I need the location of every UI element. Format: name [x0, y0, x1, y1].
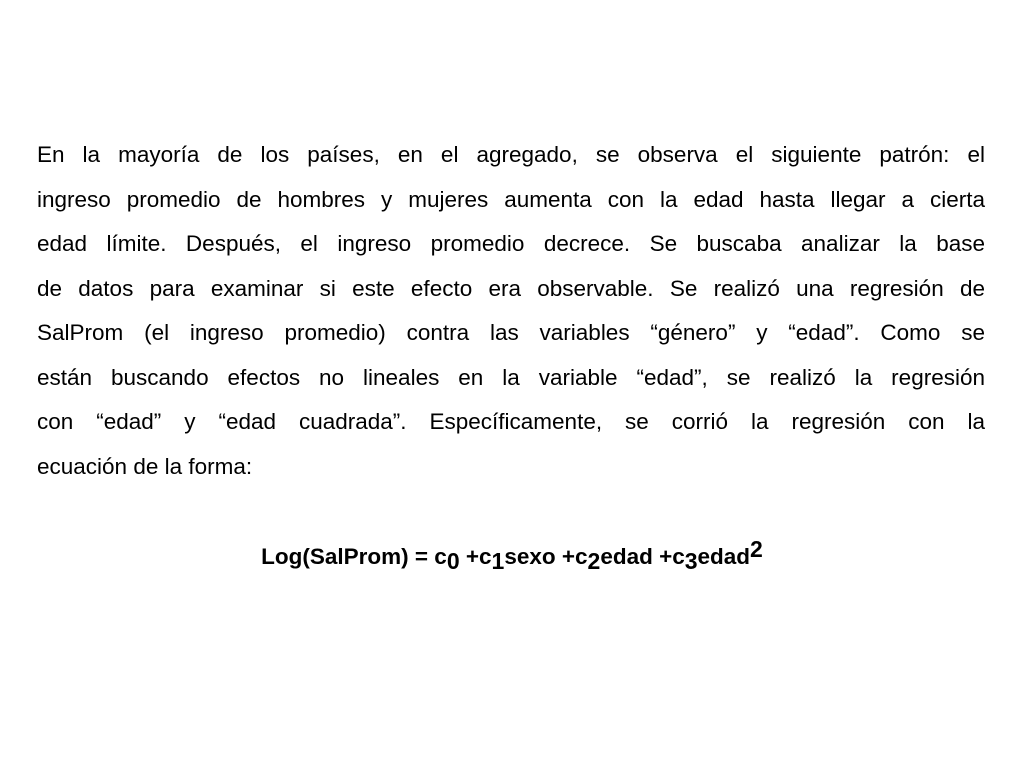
superscript-2: 2 [750, 536, 763, 562]
term1-variable: sexo [504, 544, 556, 569]
paragraph-line: SalProm (el ingreso promedio) contra las variables “género” y “edad”. Como se [37, 320, 985, 345]
paragraph-line: de datos para examinar si este efecto era observable. Se realizó una regresión de [37, 275, 985, 301]
subscript-3: 3 [684, 548, 698, 574]
equation-lhs: Log(SalProm) = c [261, 544, 447, 569]
body-paragraph [37, 133, 985, 489]
paragraph-line: están buscando efectos no lineales en la variable “edad”, se realizó la regresión [37, 364, 985, 390]
term1-prefix: +c [459, 544, 492, 569]
paragraph-line: con “edad” y “edad cuadrada”. Específicamente, se corrió la regresión con la [37, 409, 985, 434]
term2-variable: edad [600, 544, 653, 569]
paragraph-line: En la mayoría de los países, en el agregado, se observa el siguiente patrón: el [37, 142, 985, 167]
term3-variable: edad [697, 544, 751, 569]
term3-prefix: +c [652, 544, 685, 569]
paragraph-line: ecuación de la forma: [37, 453, 253, 479]
paragraph-line: ingreso promedio de hombres y mujeres aumenta con la edad hasta llegar a cierta [37, 186, 985, 212]
paragraph-line: edad límite. Después, el ingreso promedio decrece. Se buscaba analizar la base [37, 231, 985, 256]
subscript-1: 1 [491, 548, 505, 574]
subscript-0: 0 [446, 548, 460, 574]
term2-prefix: +c [555, 544, 588, 569]
subscript-2: 2 [587, 548, 601, 574]
regression-equation [0, 536, 1024, 577]
